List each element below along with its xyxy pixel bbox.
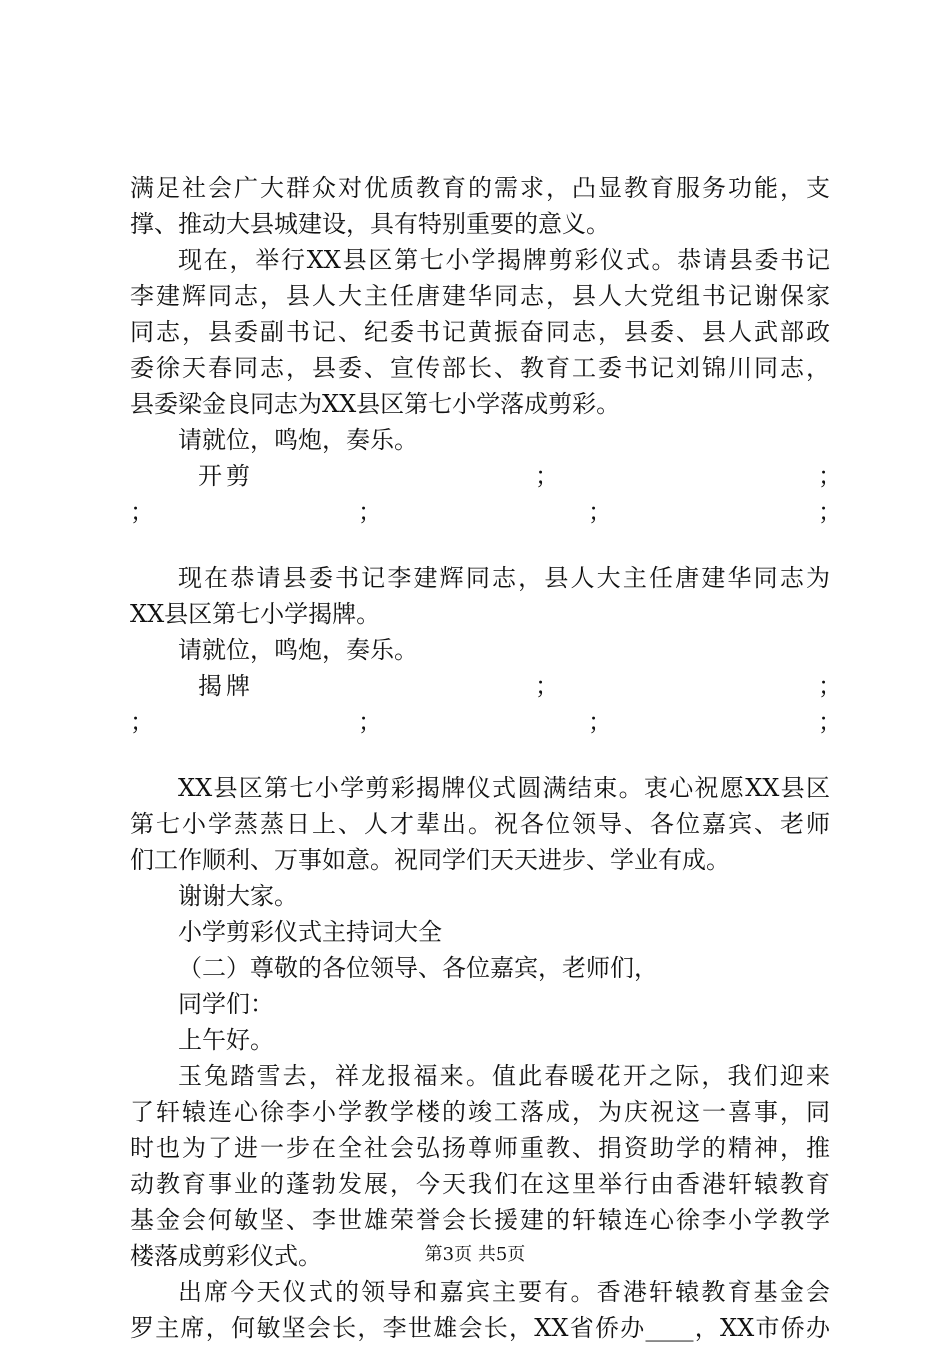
- paragraph-line: XX县区第七小学揭牌。: [130, 600, 381, 628]
- paragraph-line: 撑、推动大县城建设，具有特别重要的意义。: [130, 210, 610, 238]
- semicolon: ；: [358, 498, 382, 526]
- paragraph-line: 时也为了进一步在全社会弘扬尊师重教、捐资助学的精神，推: [130, 1134, 830, 1162]
- paragraph-line: XX县区第七小学剪彩揭牌仪式圆满结束。衷心祝愿XX县区: [178, 774, 830, 802]
- spacer: [130, 740, 830, 770]
- paragraph-line: 罗主席，何敏坚会长，李世雄会长，XX省侨办____，XX市侨办: [130, 1314, 830, 1342]
- paragraph-line: 同志，县委副书记、纪委书记黄振奋同志，县委、县人武部政: [130, 318, 830, 346]
- semicolon: ；: [130, 498, 154, 526]
- paragraph-line: 基金会何敏坚、李世雄荣誉会长援建的轩辕连心徐李小学教学: [130, 1206, 830, 1234]
- unveil-label: 揭牌: [198, 672, 254, 700]
- paragraph-line: 谢谢大家。: [178, 882, 298, 910]
- paragraph-line: 玉兔踏雪去，祥龙报福来。值此春暖花开之际，我们迎来: [178, 1062, 830, 1090]
- unveil-line: [130, 668, 842, 704]
- section-title: 小学剪彩仪式主持词大全: [178, 918, 442, 946]
- semicolon: ；: [818, 708, 842, 736]
- page-number-footer: 第3页 共5页: [424, 1244, 526, 1265]
- paragraph-line: 第七小学蒸蒸日上、人才辈出。祝各位领导、各位嘉宾、老师: [130, 810, 830, 838]
- semicolon: ；: [535, 672, 559, 700]
- semicolon: ；: [588, 708, 612, 736]
- cut-label: 开剪: [198, 462, 254, 490]
- paragraph-line: 满足社会广大群众对优质教育的需求，凸显教育服务功能，支: [130, 174, 830, 202]
- paragraph-line: （二）尊敬的各位领导、各位嘉宾，老师们，: [178, 954, 658, 982]
- document-body: [130, 170, 842, 1346]
- paragraph-line: 李建辉同志，县人大主任唐建华同志，县人大党组书记谢保家: [130, 282, 830, 310]
- paragraph-line: 上午好。: [178, 1026, 274, 1054]
- paragraph-line: 现在，举行XX县区第七小学揭牌剪彩仪式。恭请县委书记: [178, 246, 830, 274]
- paragraph-line: 请就位，鸣炮，奏乐。: [178, 636, 418, 664]
- semicolon-row: [130, 704, 842, 740]
- semicolon: ；: [818, 672, 842, 700]
- cut-ribbon-line: [130, 458, 842, 494]
- paragraph-line: 同学们：: [178, 990, 274, 1018]
- paragraph-line: 委徐天春同志，县委、宣传部长、教育工委书记刘锦川同志，: [130, 354, 830, 382]
- paragraph-line: 楼落成剪彩仪式。: [130, 1242, 322, 1270]
- paragraph-line: 请就位，鸣炮，奏乐。: [178, 426, 418, 454]
- semicolon: ；: [535, 462, 559, 490]
- semicolon: ；: [818, 498, 842, 526]
- paragraph-line: 出席今天仪式的领导和嘉宾主要有。香港轩辕教育基金会: [178, 1278, 830, 1306]
- paragraph-line: 县委梁金良同志为XX县区第七小学落成剪彩。: [130, 390, 621, 418]
- semicolon-row: [130, 494, 842, 530]
- paragraph-line: 们工作顺利、万事如意。祝同学们天天进步、学业有成。: [130, 846, 730, 874]
- paragraph-line: 了轩辕连心徐李小学教学楼的竣工落成，为庆祝这一喜事，同: [130, 1098, 830, 1126]
- semicolon: ；: [130, 708, 154, 736]
- spacer: [130, 530, 830, 560]
- paragraph-line: 现在恭请县委书记李建辉同志，县人大主任唐建华同志为: [178, 564, 830, 592]
- semicolon: ；: [358, 708, 382, 736]
- paragraph-line: 动教育事业的蓬勃发展，今天我们在这里举行由香港轩辕教育: [130, 1170, 830, 1198]
- semicolon: ；: [818, 462, 842, 490]
- semicolon: ；: [588, 498, 612, 526]
